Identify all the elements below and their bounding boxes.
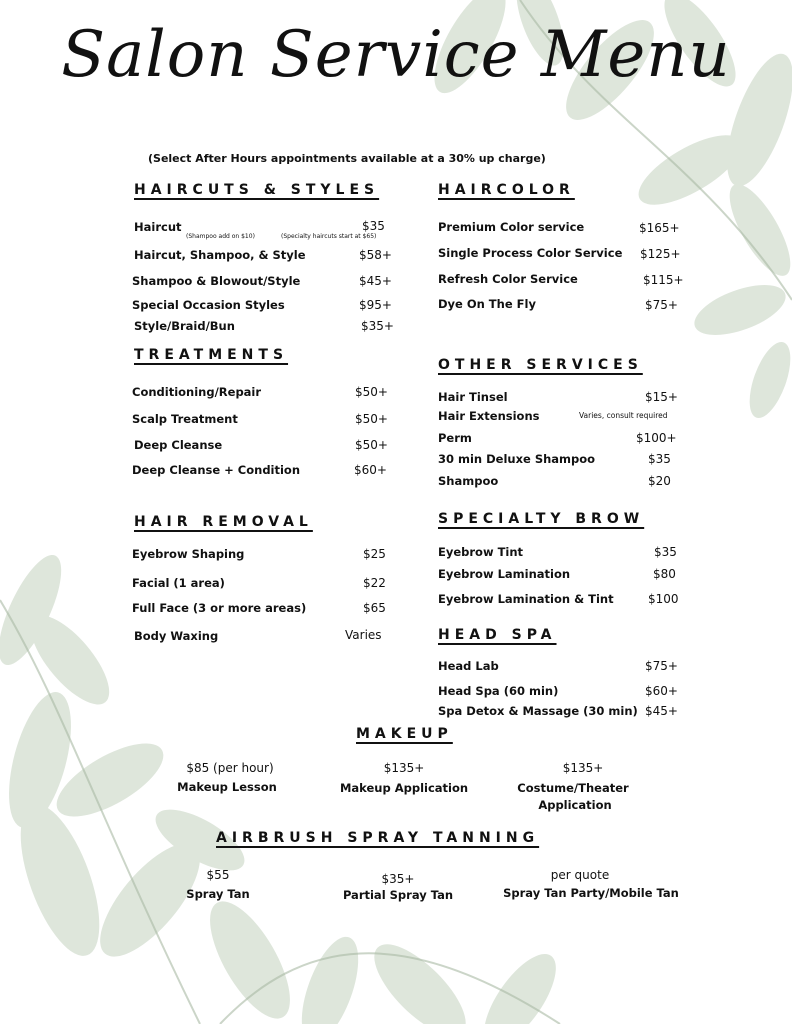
service-price: $22 bbox=[363, 576, 386, 590]
section-heading-haircuts: HAIRCUTS & STYLES bbox=[134, 182, 380, 198]
service-name: Head Lab bbox=[438, 659, 499, 673]
service-price: $80 bbox=[653, 567, 676, 581]
service-name: Dye On The Fly bbox=[438, 297, 536, 311]
service-price: $75+ bbox=[645, 659, 678, 673]
service-name: Single Process Color Service bbox=[438, 246, 623, 260]
service-name: Refresh Color Service bbox=[438, 272, 578, 286]
service-price: $20 bbox=[648, 474, 671, 488]
service-price: $165+ bbox=[639, 221, 680, 235]
service-price: $35 bbox=[648, 452, 671, 466]
service-name: Style/Braid/Bun bbox=[134, 319, 235, 333]
service-price: $50+ bbox=[355, 438, 388, 452]
makeup-service-name: Makeup Application bbox=[339, 781, 469, 795]
service-price: $50+ bbox=[355, 412, 388, 426]
makeup-price: $135+ bbox=[562, 761, 604, 775]
service-note: (Specialty haircuts start at $65) bbox=[281, 233, 377, 240]
service-name: Premium Color service bbox=[438, 220, 585, 234]
tanning-service-name: Spray Tan bbox=[186, 887, 250, 901]
service-price: $60+ bbox=[645, 684, 678, 698]
subtitle: (Select After Hours appointments available at a 30% up charge) bbox=[148, 152, 546, 165]
service-price: $35 bbox=[362, 219, 385, 233]
section-heading-haircolor: HAIRCOLOR bbox=[438, 182, 575, 198]
service-name: Conditioning/Repair bbox=[132, 385, 262, 399]
section-heading-head-spa: HEAD SPA bbox=[438, 627, 557, 643]
makeup-service-name: Costume/Theater bbox=[517, 781, 629, 795]
service-name: Scalp Treatment bbox=[132, 412, 238, 426]
service-name: Shampoo & Blowout/Style bbox=[132, 274, 301, 288]
service-name: Hair Tinsel bbox=[438, 390, 508, 404]
makeup-service-name: Makeup Lesson bbox=[177, 780, 277, 794]
service-name: Spa Detox & Massage (30 min) bbox=[438, 704, 638, 718]
section-heading-airbrush-spray-tanning: AIRBRUSH SPRAY TANNING bbox=[216, 830, 540, 846]
service-price: $65 bbox=[363, 601, 386, 615]
service-price: $58+ bbox=[359, 248, 392, 262]
service-price: $125+ bbox=[640, 247, 681, 261]
service-price: $25 bbox=[363, 547, 386, 561]
service-price: $45+ bbox=[359, 274, 392, 288]
tanning-price: $35+ bbox=[381, 872, 415, 886]
service-name: Hair Extensions bbox=[438, 409, 540, 423]
service-name: 30 min Deluxe Shampoo bbox=[438, 452, 596, 466]
tanning-price: per quote bbox=[550, 868, 610, 882]
service-price: $115+ bbox=[643, 273, 684, 287]
service-price: $50+ bbox=[355, 385, 388, 399]
service-name: Haircut bbox=[134, 220, 182, 234]
service-price: $15+ bbox=[645, 390, 678, 404]
service-price: $100+ bbox=[636, 431, 677, 445]
service-name: Full Face (3 or more areas) bbox=[132, 601, 307, 615]
service-name: Deep Cleanse + Condition bbox=[132, 463, 301, 477]
service-price: $100 bbox=[648, 592, 679, 606]
service-note: (Shampoo add on $10) bbox=[186, 233, 255, 240]
service-name: Eyebrow Lamination & Tint bbox=[438, 592, 614, 606]
service-name: Eyebrow Shaping bbox=[132, 547, 245, 561]
service-price: $75+ bbox=[645, 298, 678, 312]
service-price: $35+ bbox=[361, 319, 394, 333]
makeup-service-name: Application bbox=[538, 798, 612, 812]
service-price: $35 bbox=[654, 545, 677, 559]
tanning-service-name: Spray Tan Party/Mobile Tan bbox=[503, 886, 679, 900]
service-price: $95+ bbox=[359, 298, 392, 312]
service-name: Haircut, Shampoo, & Style bbox=[134, 248, 306, 262]
service-name: Eyebrow Lamination bbox=[438, 567, 571, 581]
service-name: Head Spa (60 min) bbox=[438, 684, 559, 698]
service-price: Varies, consult required bbox=[579, 411, 668, 420]
service-price: Varies bbox=[345, 628, 382, 642]
service-price: $45+ bbox=[645, 704, 678, 718]
service-name: Perm bbox=[438, 431, 472, 445]
section-heading-makeup: MAKEUP bbox=[356, 726, 453, 742]
tanning-price: $55 bbox=[206, 868, 230, 882]
service-name: Body Waxing bbox=[134, 629, 219, 643]
makeup-price: $135+ bbox=[383, 761, 425, 775]
page-title: Salon Service Menu bbox=[61, 18, 731, 92]
service-name: Deep Cleanse bbox=[134, 438, 223, 452]
service-name: Facial (1 area) bbox=[132, 576, 225, 590]
service-name: Special Occasion Styles bbox=[132, 298, 285, 312]
service-name: Eyebrow Tint bbox=[438, 545, 524, 559]
section-heading-other-services: OTHER SERVICES bbox=[438, 357, 643, 373]
service-price: $60+ bbox=[354, 463, 387, 477]
section-heading-specialty-brow: SPECIALTY BROW bbox=[438, 511, 645, 527]
makeup-price: $85 (per hour) bbox=[186, 761, 274, 775]
tanning-service-name: Partial Spray Tan bbox=[342, 888, 454, 902]
service-name: Shampoo bbox=[438, 474, 499, 488]
section-heading-treatments: TREATMENTS bbox=[134, 347, 289, 363]
section-heading-hair-removal: HAIR REMOVAL bbox=[134, 514, 313, 530]
